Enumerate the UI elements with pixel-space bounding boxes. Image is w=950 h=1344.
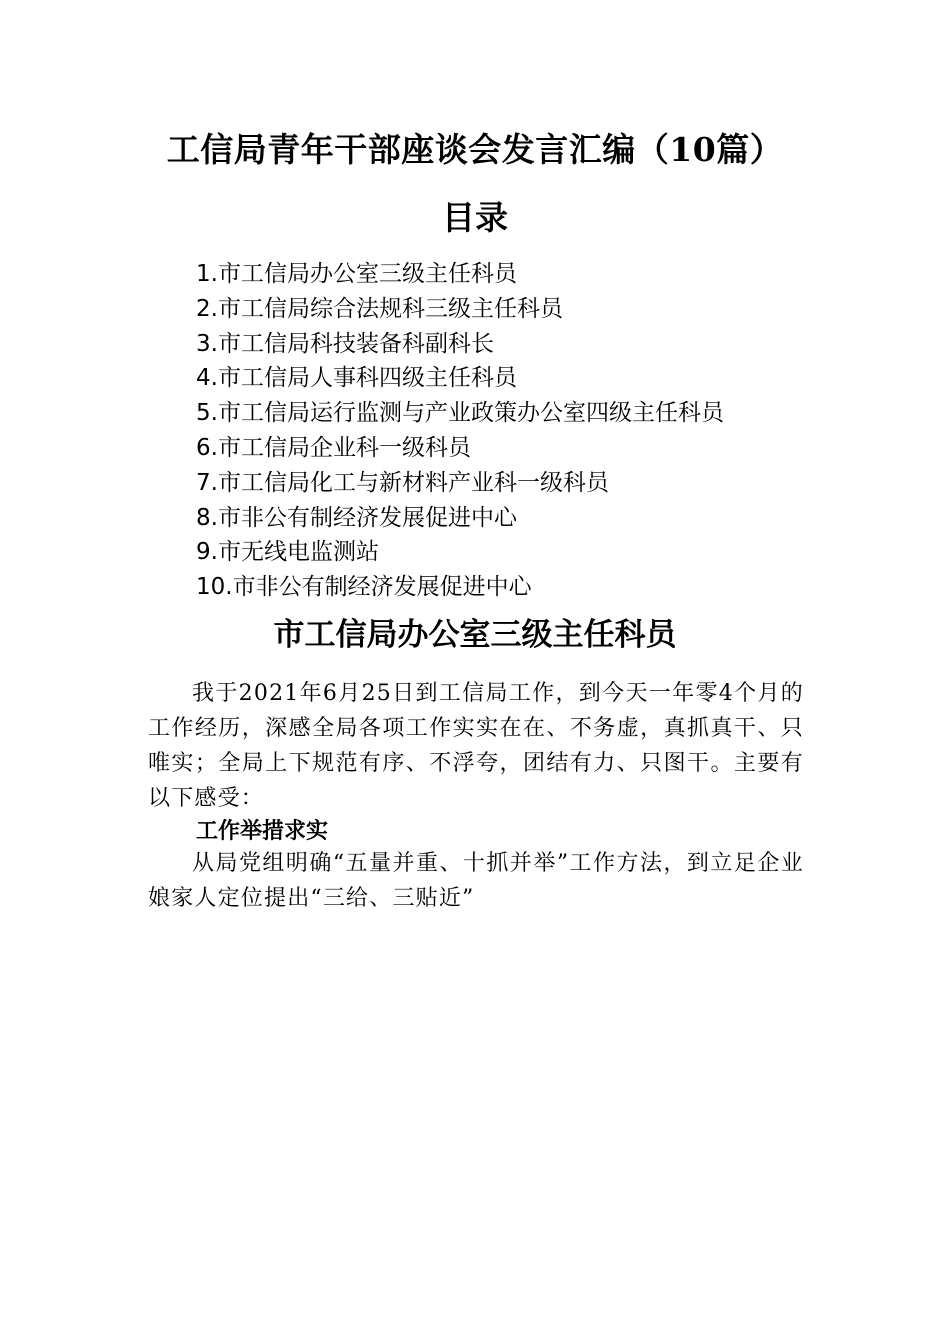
toc-item: 2.市工信局综合法规科三级主任科员 <box>196 295 563 322</box>
toc-item: 9.市无线电监测站 <box>196 539 379 566</box>
toc-item: 8.市非公有制经济发展促进中心 <box>196 504 517 531</box>
toc-item: 3.市工信局科技装备科副科长 <box>196 330 494 357</box>
body-paragraph: 我于2021年6月25日到工信局工作，到今天一年零4个月的工作经历，深感全局各项工作实实在在、不务虚，真抓真干、只唯实；全局上下规范有序、不浮夸，团结有力、只图干。主要有以下感受： <box>148 681 804 811</box>
toc-item: 6.市工信局企业科一级科员 <box>196 434 471 461</box>
toc-item: 7.市工信局化工与新材料产业科一级科员 <box>196 469 609 496</box>
toc-item: 5.市工信局运行监测与产业政策办公室四级主任科员 <box>196 400 724 427</box>
section-title: 市工信局办公室三级主任科员 <box>273 617 677 653</box>
toc-item: 1.市工信局办公室三级主任科员 <box>196 261 517 287</box>
toc-item: 10.市非公有制经济发展促进中心 <box>196 574 532 601</box>
body-paragraph: 从局党组明确“五量并重、十抓并举”工作方法，到立足企业娘家人定位提出“三给、三贴近” <box>148 851 804 911</box>
table-of-contents <box>196 257 724 605</box>
toc-heading: 目录 <box>442 198 508 237</box>
subheading: 工作举措求实 <box>196 819 329 844</box>
toc-item: 4.市工信局人事科四级主任科员 <box>196 365 517 392</box>
document-title: 工信局青年干部座谈会发言汇编（10篇） <box>166 130 784 169</box>
